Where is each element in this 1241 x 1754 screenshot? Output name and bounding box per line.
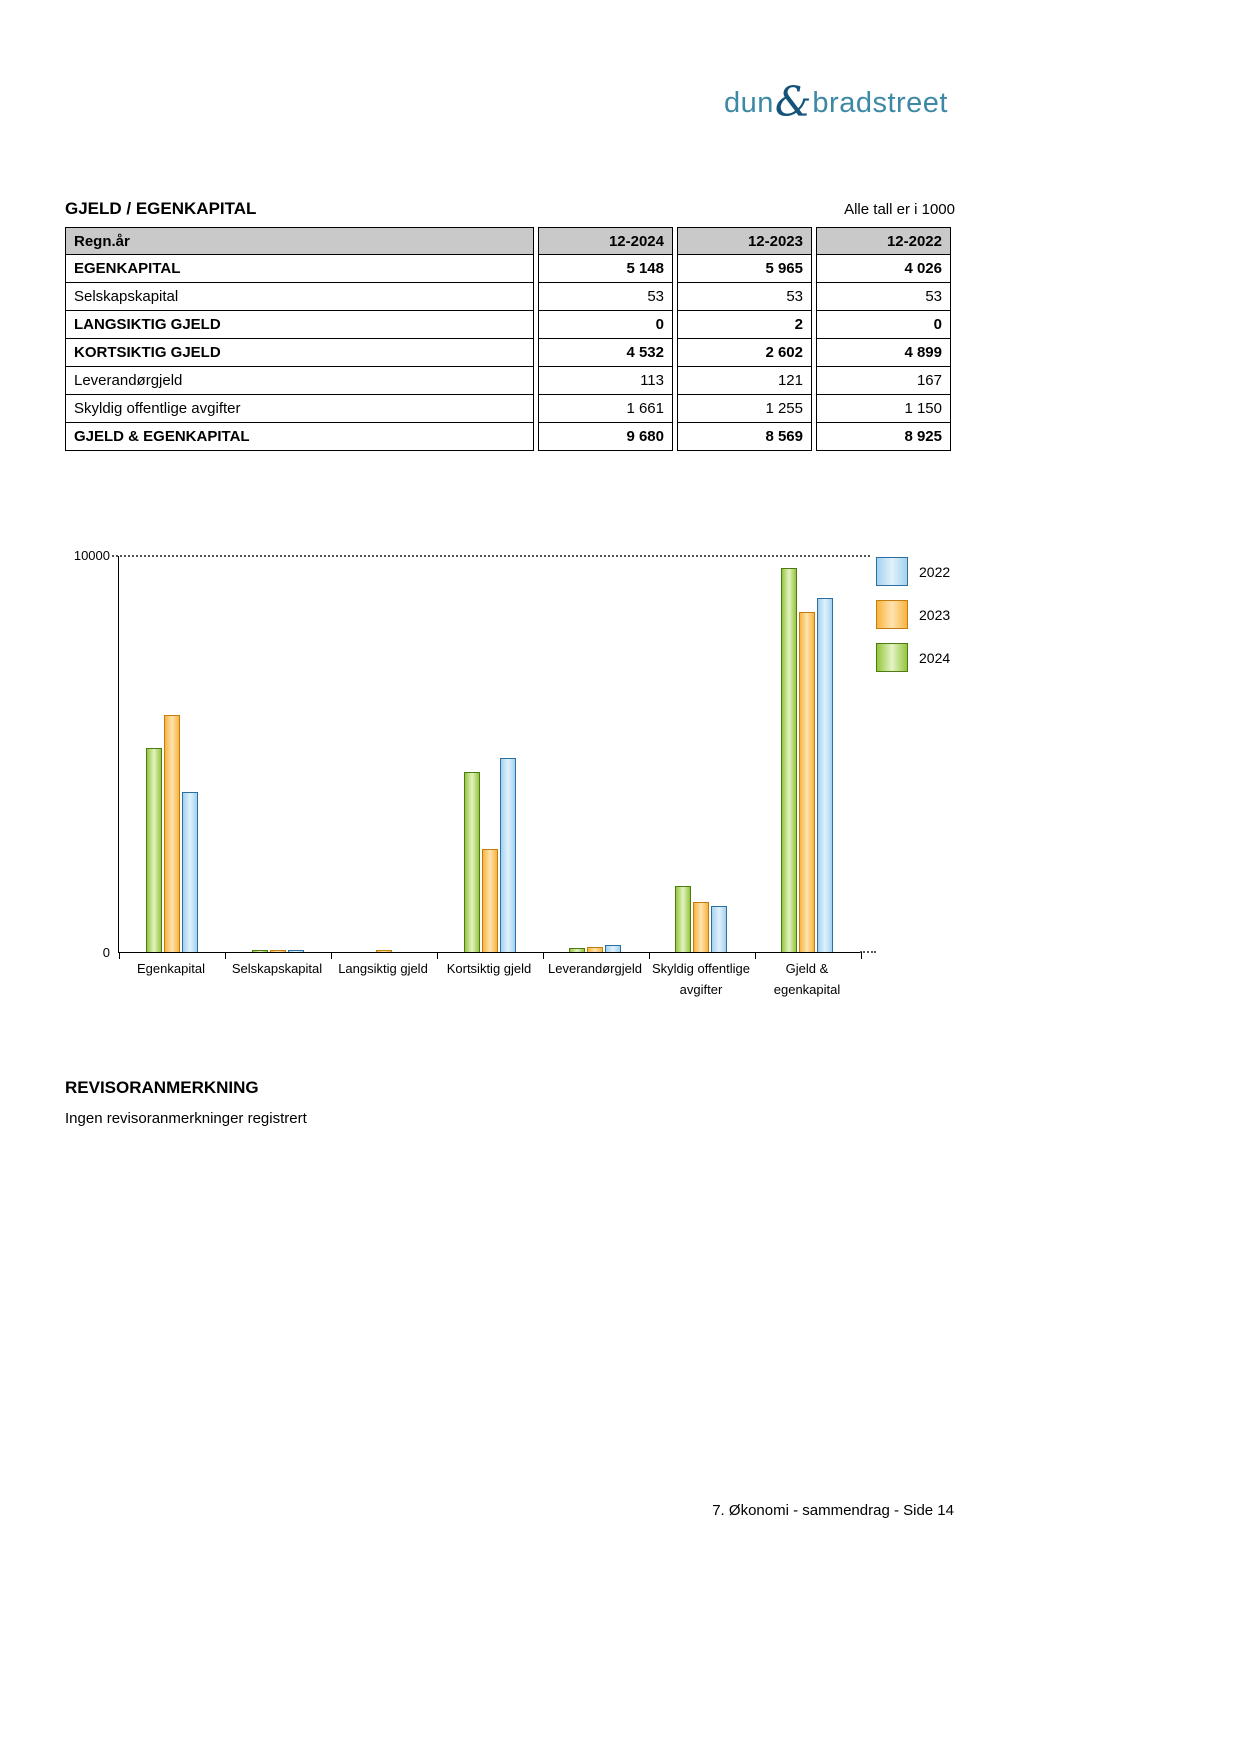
legend-label: 2022 [919,563,951,580]
table-row [65,255,951,283]
bar-group [648,886,754,952]
chart-legend [876,557,950,686]
row-label: Skyldig offentlige avgifter [65,395,534,423]
y-axis-tick-zero: 0 [102,945,110,960]
row-value: 0 [816,311,951,339]
axis-tick [861,952,862,959]
row-value: 5 148 [538,255,673,283]
axis-tick [119,952,120,959]
row-label: KORTSIKTIG GJELD [65,339,534,367]
revisor-heading: REVISORANMERKNING [65,1078,259,1097]
table-row [65,395,951,423]
category-label: Selskapskapital [231,961,323,976]
row-value: 2 602 [677,339,812,367]
logo-text-dun: dun [724,87,774,119]
table-header-row [65,227,951,255]
bar-2023 [482,849,498,952]
bar-2024 [781,568,797,952]
row-value: 0 [538,311,673,339]
bar-2022 [500,758,516,952]
table-row [65,367,951,395]
header-12-2023: 12-2023 [677,227,812,255]
baseline-extension [860,951,876,953]
bar-group [119,715,225,952]
axis-tick [225,952,226,959]
legend-label: 2024 [919,649,951,666]
table-row [65,423,951,451]
bar-group [542,945,648,952]
bar-2024 [464,772,480,952]
ampersand-icon: & [774,78,812,126]
category-label: Egenkapital [137,961,205,976]
row-value: 53 [538,283,673,311]
header-regnar: Regn.år [65,227,534,255]
legend-swatch-2023 [876,600,908,629]
category-label: Leverandørgjeld [548,961,642,976]
axis-tick [437,952,438,959]
bar-groups [119,556,860,952]
row-value: 1 255 [677,395,812,423]
row-label: LANGSIKTIG GJELD [65,311,534,339]
row-value: 53 [816,283,951,311]
logo-text-bradstreet: bradstreet [812,87,948,119]
header-12-2024: 12-2024 [538,227,673,255]
page-footer: 7. Økonomi - sammendrag - Side 14 [712,1502,954,1519]
bar-2022 [817,598,833,952]
bar-2024 [675,886,691,952]
row-value: 1 661 [538,395,673,423]
bar-2023 [693,902,709,952]
legend-label: 2023 [919,606,951,623]
units-note: Alle tall er i 1000 [844,201,955,218]
bar-chart-plot [118,556,860,953]
bar-2023 [799,612,815,952]
category-label: Skyldig offentlige avgifter [651,961,751,997]
row-label: Selskapskapital [65,283,534,311]
bar-2022 [605,945,621,952]
dun-bradstreet-logo [724,74,948,126]
financial-table [61,227,955,451]
axis-tick [649,952,650,959]
header-12-2022: 12-2022 [816,227,951,255]
legend-swatch-2024 [876,643,908,672]
bar-2022 [711,906,727,952]
row-value: 1 150 [816,395,951,423]
row-value: 2 [677,311,812,339]
row-label: Leverandørgjeld [65,367,534,395]
bar-2023 [164,715,180,952]
row-value: 8 925 [816,423,951,451]
row-value: 167 [816,367,951,395]
row-value: 4 026 [816,255,951,283]
row-label: EGENKAPITAL [65,255,534,283]
legend-swatch-2022 [876,557,908,586]
axis-tick [543,952,544,959]
x-axis-ticks [119,952,860,959]
row-label: GJELD & EGENKAPITAL [65,423,534,451]
axis-tick [755,952,756,959]
row-value: 5 965 [677,255,812,283]
row-value: 113 [538,367,673,395]
legend-item [876,600,950,629]
table-row [65,283,951,311]
category-label: Kortsiktig gjeld [446,961,532,976]
row-value: 4 899 [816,339,951,367]
bar-group [437,758,543,952]
bar-2022 [182,792,198,952]
category-labels [118,959,860,1001]
axis-tick [331,952,332,959]
row-value: 8 569 [677,423,812,451]
category-label: Gjeld & egenkapital [773,961,841,997]
y-axis-tick-max: 10000 [73,548,110,563]
row-value: 4 532 [538,339,673,367]
bar-group [754,568,860,952]
legend-item [876,557,950,586]
legend-item [876,643,950,672]
category-label: Langsiktig gjeld [338,961,428,976]
row-value: 53 [677,283,812,311]
section-title: GJELD / EGENKAPITAL [65,199,257,218]
row-value: 9 680 [538,423,673,451]
table-row [65,339,951,367]
table-row [65,311,951,339]
bar-2024 [146,748,162,952]
revisor-text: Ingen revisoranmerkninger registrert [65,1110,307,1127]
row-value: 121 [677,367,812,395]
